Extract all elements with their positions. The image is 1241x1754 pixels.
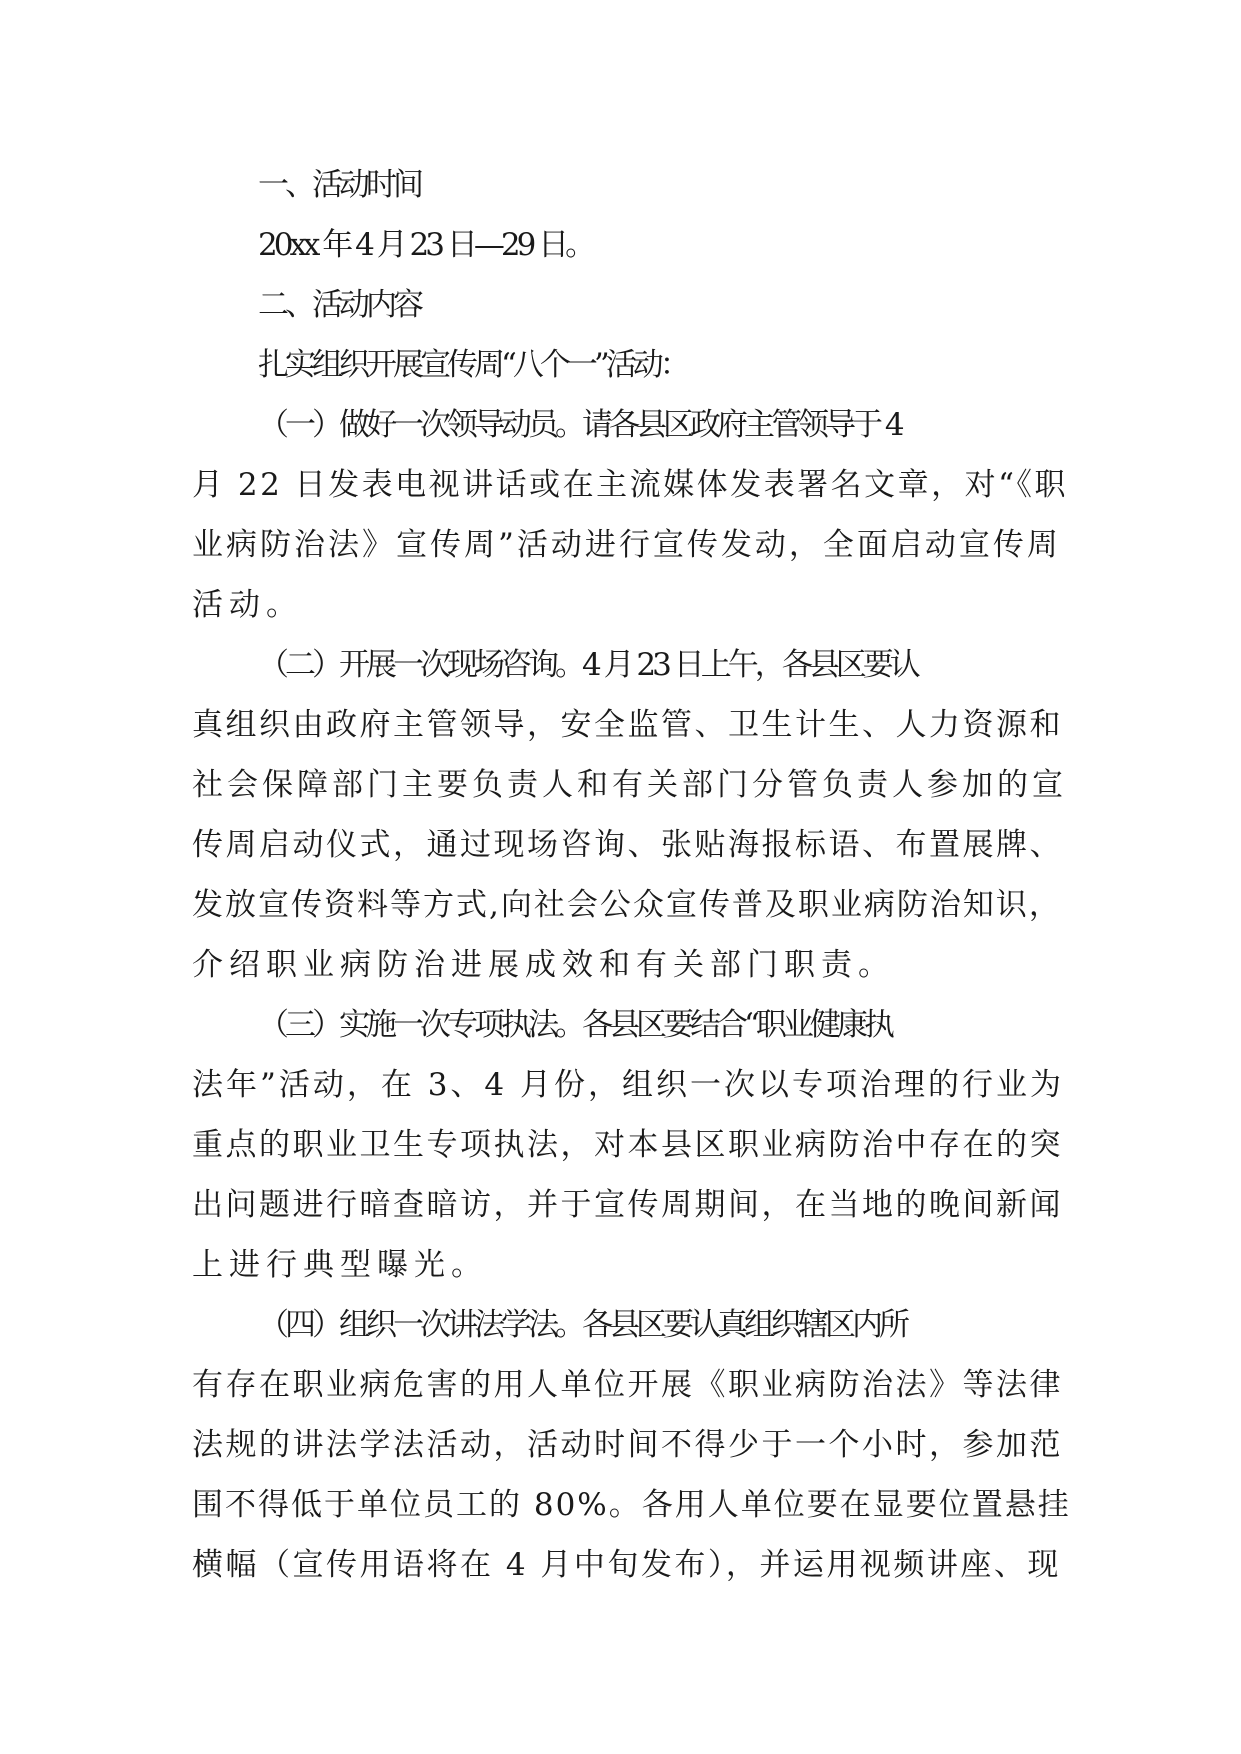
section-heading-content: 二、活动内容 [258,287,420,323]
paragraph-line: 上进行典型曝光。 [192,1247,488,1283]
paragraph-line: 出问题进行暗查暗访，并于宣传周期间，在当地的晚间新闻 [192,1187,1063,1223]
paragraph-line: 月 22 日发表电视讲话或在主流媒体发表署名文章，对“《职 [192,467,1068,503]
paragraph-line: （一）做好一次领导动员。请各县区政府主管领导于 4 [258,407,901,443]
paragraph-line: 法规的讲法学法活动，活动时间不得少于一个小时，参加范 [192,1427,1063,1463]
paragraph-line: （三）实施一次专项执法。各县区要结合“职业健康执 [258,1007,891,1043]
paragraph-line: （四）组织一次讲法学法。各县区要认真组织辖区内所 [258,1307,906,1343]
paragraph-line: 重点的职业卫生专项执法，对本县区职业病防治中存在的突 [192,1127,1063,1163]
paragraph-line: 活动。 [192,587,303,623]
paragraph-line: 传周启动仪式，通过现场咨询、张贴海报标语、布置展牌、 [192,827,1063,863]
section-heading-time: 一、活动时间 [258,167,420,203]
paragraph-line: 业病防治法》宣传周”活动进行宣传发动，全面启动宣传周 [192,527,1061,563]
content-intro: 扎实组织开展宣传周“八个一”活动： [258,347,687,383]
paragraph-line: 社会保障部门主要负责人和有关部门分管负责人参加的宣 [192,767,1067,803]
paragraph-line: 围不得低于单位员工的 80%。各用人单位要在显要位置悬挂 [192,1487,1071,1523]
paragraph-line: （二）开展一次现场咨询。4 月 23 日上午，各县区要认 [258,647,917,683]
paragraph-line: 法年”活动，在 3、4 月份，组织一次以专项治理的行业为 [192,1067,1064,1103]
paragraph-line: 发放宣传资料等方式,向社会公众宣传普及职业病防治知识， [192,887,1062,923]
paragraph-line: 介绍职业病防治进展成效和有关部门职责。 [192,947,895,983]
paragraph-line: 真组织由政府主管领导，安全监管、卫生计生、人力资源和 [192,707,1063,743]
activity-dates: 20xx 年 4 月 23 日—29 日。 [258,227,593,263]
paragraph-line: 横幅（宣传用语将在 4 月中旬发布），并运用视频讲座、现 [192,1547,1061,1583]
paragraph-line: 有存在职业病危害的用人单位开展《职业病防治法》等法律 [192,1367,1063,1403]
